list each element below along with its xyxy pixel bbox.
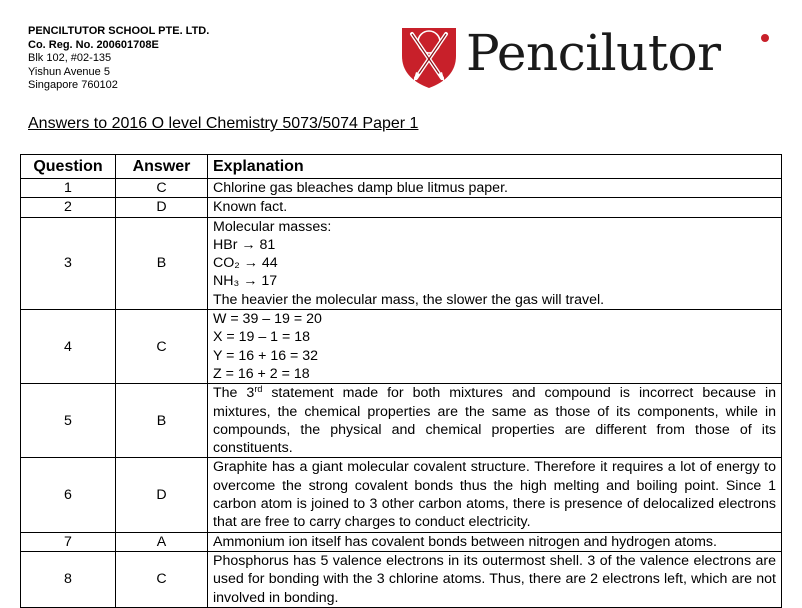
explanation-line: CO₂ → 44 xyxy=(213,255,278,272)
explanation-line: HBr → 81 xyxy=(213,236,276,253)
explanation-line: Y = 16 + 16 = 32 xyxy=(213,347,319,364)
question-number: 6 xyxy=(21,458,116,532)
explanation: Phosphorus has 5 valence electrons in its outermost shell. 3 of the valence electrons are used for bonding with the 3 chlorine atoms. Thus, there are 2 electrons left, which are not involved in bonding. xyxy=(208,551,782,607)
header-answer: Answer xyxy=(116,155,208,179)
answer-letter: A xyxy=(116,532,208,551)
question-number: 5 xyxy=(21,384,116,458)
table-row xyxy=(21,179,782,198)
answer-letter: D xyxy=(116,198,208,217)
explanation-line: Molecular masses: xyxy=(213,218,332,235)
question-number: 1 xyxy=(21,179,116,198)
table-header-row xyxy=(21,155,782,179)
explanation: Ammonium ion itself has covalent bonds between nitrogen and hydrogen atoms. xyxy=(208,532,782,551)
answer-letter: B xyxy=(116,384,208,458)
explanation: The 3rd statement made for both mixtures and compound is incorrect because in mixtures, the chemical properties are the same as those of its components, while in compounds, the physical and chemical properties are different from those of its constituents. xyxy=(208,384,782,458)
answer-letter: C xyxy=(116,551,208,607)
explanation-line: The heavier the molecular mass, the slower the gas will travel. xyxy=(213,291,605,308)
explanation: Chlorine gas bleaches damp blue litmus paper. xyxy=(208,179,782,198)
shield-pencils-icon xyxy=(398,22,460,90)
explanation-line: Z = 16 + 2 = 18 xyxy=(213,365,310,382)
company-info xyxy=(28,25,209,93)
address-line-3: Singapore 760102 xyxy=(28,79,118,91)
logo-wordmark: Pencilutor xyxy=(466,24,721,82)
explanation-line: X = 19 – 1 = 18 xyxy=(213,329,311,346)
question-number: 8 xyxy=(21,551,116,607)
address-line-1: Blk 102, #02-135 xyxy=(28,52,112,64)
question-number: 7 xyxy=(21,532,116,551)
registered-mark-icon xyxy=(761,34,769,42)
answer-letter: C xyxy=(116,310,208,384)
question-number: 3 xyxy=(21,217,116,309)
question-number: 2 xyxy=(21,198,116,217)
ordinal-suffix: rd xyxy=(254,384,263,395)
answer-letter: B xyxy=(116,217,208,309)
answer-letter: D xyxy=(116,458,208,532)
table-row xyxy=(21,310,782,384)
table-row xyxy=(21,217,782,309)
explanation: Graphite has a giant molecular covalent structure. Therefore it requires a lot of energy to overcome the strong covalent bonds thus the high melting and boiling point. Since 1 carbon atom is joined to 3 other carbon atoms, there is presence of delocalized electrons that are free to carry charges to conduct electricity. xyxy=(208,458,782,532)
question-number: 4 xyxy=(21,310,116,384)
address-line-2: Yishun Avenue 5 xyxy=(28,65,110,78)
header-question: Question xyxy=(21,155,116,179)
explanation-line: NH₃ → 17 xyxy=(213,273,278,290)
company-reg-no: Co. Reg. No. 200601708E xyxy=(28,38,159,51)
explanation xyxy=(208,217,782,309)
company-name: PENCILTUTOR SCHOOL PTE. LTD. xyxy=(28,25,210,37)
explanation: Known fact. xyxy=(208,198,782,217)
penciltutor-logo xyxy=(398,22,778,90)
page-title: Answers to 2016 O level Chemistry 5073/5074 Paper 1 xyxy=(28,115,419,132)
table-row xyxy=(21,198,782,217)
explanation xyxy=(208,310,782,384)
table-row xyxy=(21,458,782,532)
answers-table xyxy=(20,154,782,608)
explanation-line: W = 39 – 19 = 20 xyxy=(213,311,322,328)
answer-letter: C xyxy=(116,179,208,198)
table-row xyxy=(21,532,782,551)
table-row xyxy=(21,384,782,458)
header-explanation: Explanation xyxy=(208,155,782,179)
